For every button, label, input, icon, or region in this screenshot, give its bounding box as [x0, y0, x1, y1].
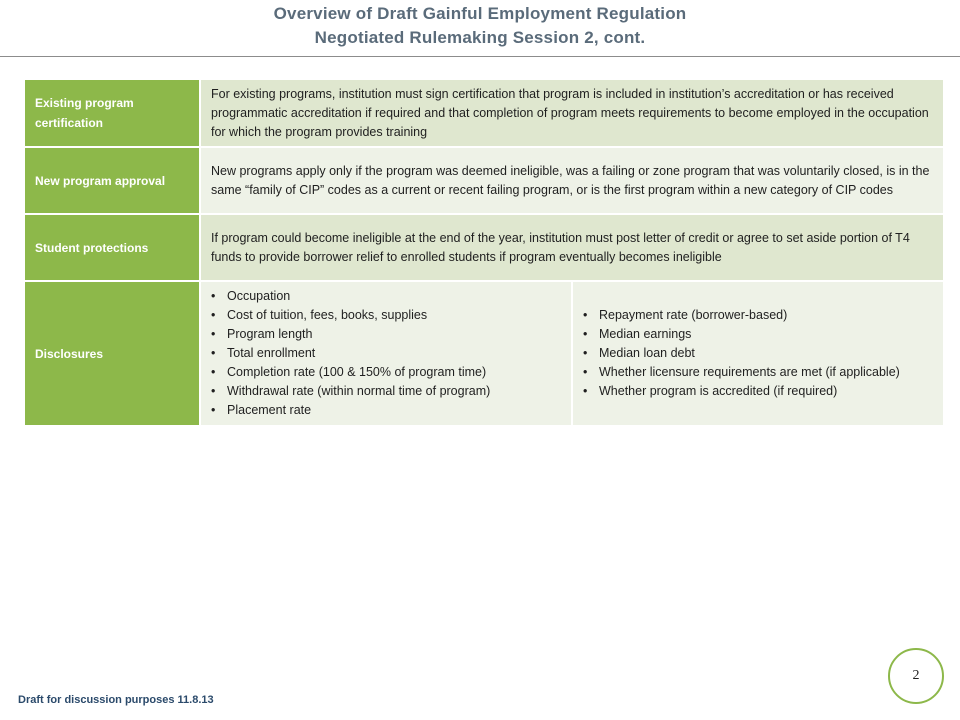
- list-item-text: Placement rate: [227, 403, 312, 417]
- list-item-text: Occupation: [227, 289, 291, 303]
- bullet-icon: •: [583, 327, 588, 341]
- list-item: [211, 325, 490, 344]
- row-label: Student protections: [25, 214, 200, 281]
- disclosures-left-column: [201, 282, 573, 425]
- list-item-text: Whether program is accredited (if required): [599, 384, 838, 398]
- footer-date: 11.8.13: [177, 694, 214, 706]
- list-item: [211, 401, 490, 420]
- list-item-text: Program length: [227, 327, 313, 341]
- bullet-icon: •: [583, 384, 588, 398]
- bullet-icon: •: [211, 384, 216, 398]
- bullet-icon: •: [211, 327, 216, 341]
- table-row-new-program: [25, 147, 943, 214]
- table-row-disclosures: [25, 281, 943, 426]
- page-number: 2: [912, 668, 920, 683]
- footer-note: [18, 694, 214, 706]
- row-description: For existing programs, institution must sign certification that program is included in institution’s accreditation or has received programmatic accreditation if required and that completion of program meets requirements to become employed in the occupation for which the program provides training: [200, 80, 943, 147]
- list-item: [211, 382, 490, 401]
- list-item: [583, 325, 900, 344]
- bullet-icon: •: [583, 365, 588, 379]
- list-item: [211, 344, 490, 363]
- list-item-text: Cost of tuition, fees, books, supplies: [227, 308, 428, 322]
- list-item-text: Median earnings: [599, 327, 692, 341]
- disclosures-right-column: [573, 282, 943, 425]
- list-item: [583, 306, 900, 325]
- list-item-text: Whether licensure requirements are met (if applicable): [599, 365, 900, 379]
- list-item: [583, 382, 900, 401]
- row-description: New programs apply only if the program was deemed ineligible, was a failing or zone program that was voluntarily closed, is in the same “family of CIP” codes as a current or recent failing program, or is the first program within a new category of CIP codes: [200, 147, 943, 214]
- page-title-line-2: Negotiated Rulemaking Session 2, cont.: [314, 28, 646, 47]
- list-item-text: Completion rate (100 & 150% of program time): [227, 365, 487, 379]
- bullet-icon: •: [211, 365, 216, 379]
- bullet-icon: •: [211, 403, 216, 417]
- title-block: [0, 2, 960, 50]
- row-label: New program approval: [25, 147, 200, 214]
- title-divider: [0, 56, 960, 57]
- list-item: [583, 344, 900, 363]
- regulation-table: [25, 80, 943, 427]
- row-label: Disclosures: [25, 281, 200, 426]
- bullet-icon: •: [583, 346, 588, 360]
- disclosures-right-list: [573, 306, 900, 401]
- list-item-text: Total enrollment: [227, 346, 316, 360]
- list-item-text: Withdrawal rate (within normal time of program): [227, 384, 491, 398]
- bullet-icon: •: [211, 308, 216, 322]
- table-row-existing-program: [25, 80, 943, 147]
- disclosures-left-list: [201, 287, 490, 420]
- page-title-line-1: Overview of Draft Gainful Employment Regulation: [273, 4, 687, 23]
- disclosures-cell: [200, 281, 943, 426]
- list-item: [211, 363, 490, 382]
- list-item: [583, 363, 900, 382]
- disclosures-columns: [201, 282, 943, 425]
- page-number-badge: [888, 648, 944, 704]
- list-item-text: Repayment rate (borrower-based): [599, 308, 788, 322]
- list-item: [211, 306, 490, 325]
- row-description: If program could become ineligible at the end of the year, institution must post letter of credit or agree to set aside portion of T4 funds to provide borrower relief to enrolled students if program eventually becomes ineligible: [200, 214, 943, 281]
- list-item: [211, 287, 490, 306]
- row-label: Existing program certification: [25, 80, 200, 147]
- list-item-text: Median loan debt: [599, 346, 695, 360]
- footer-text: Draft for discussion purposes: [18, 694, 175, 706]
- table-row-student-protections: [25, 214, 943, 281]
- bullet-icon: •: [211, 289, 216, 303]
- bullet-icon: •: [583, 308, 588, 322]
- bullet-icon: •: [211, 346, 216, 360]
